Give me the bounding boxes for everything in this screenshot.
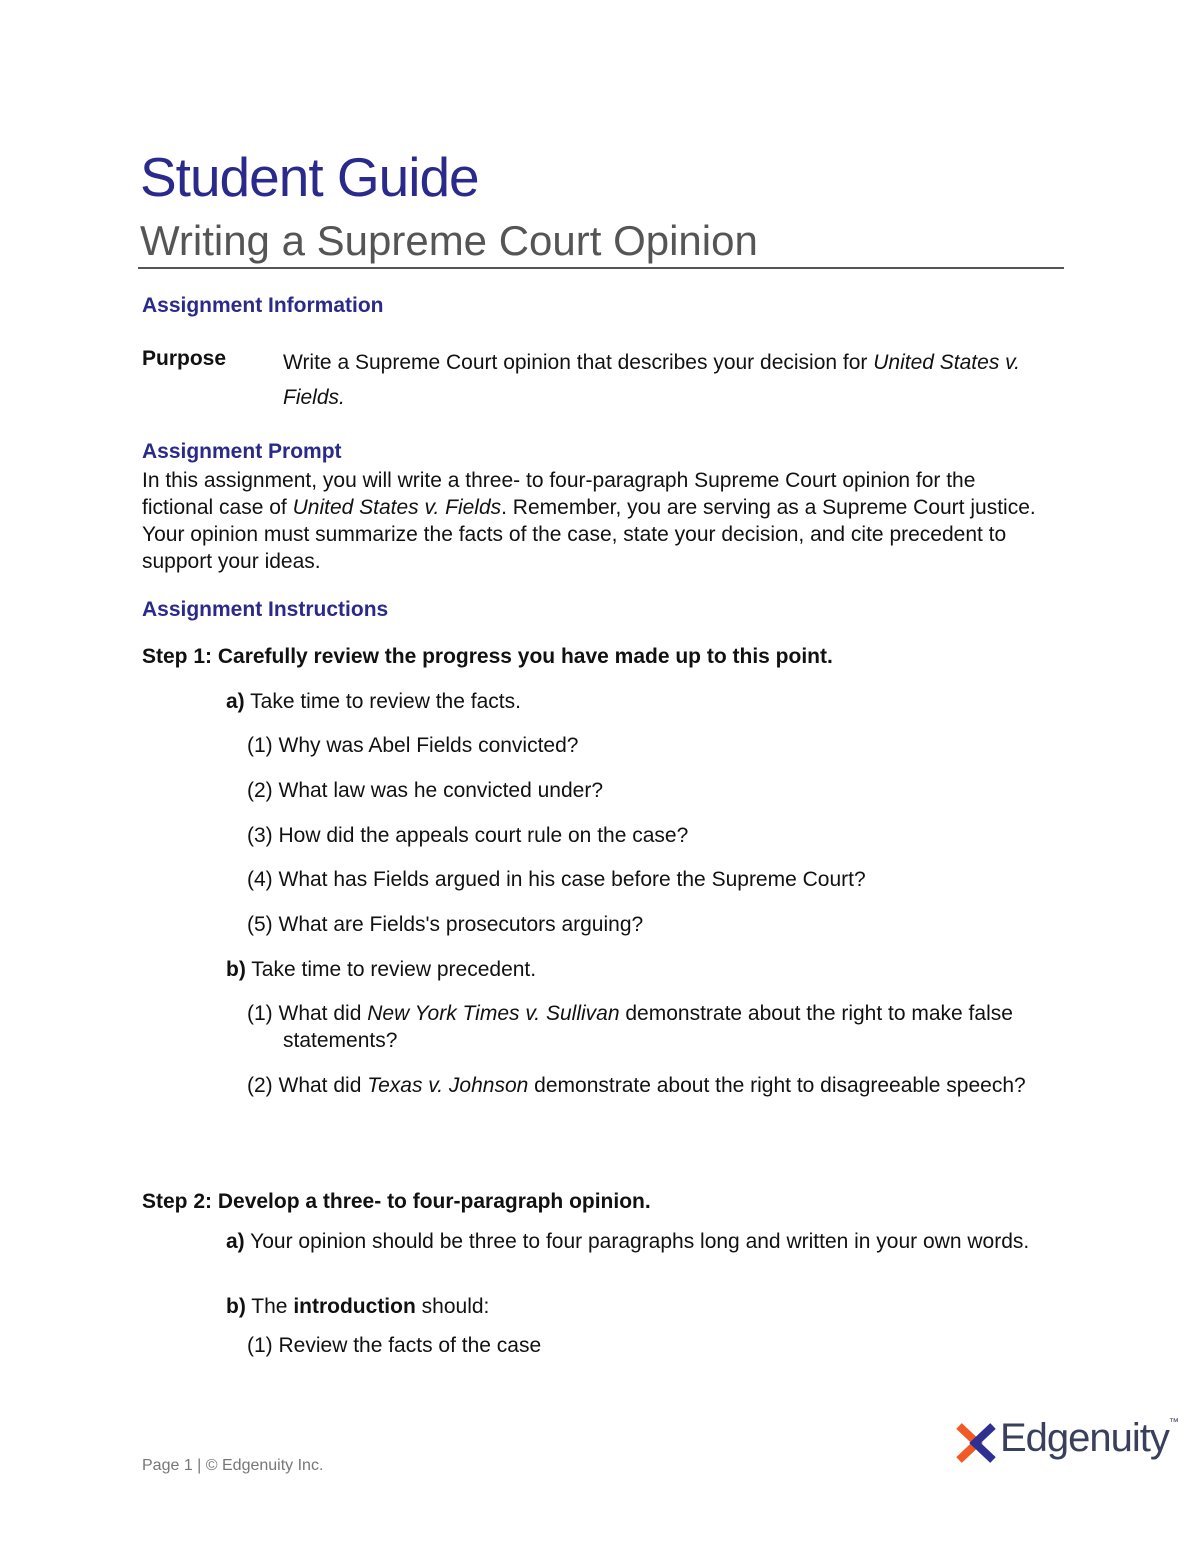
precedent-2-prefix: (2) What did <box>247 1074 362 1097</box>
step-2-title: Step 2: Develop a three- to four-paragraph opinion. <box>142 1190 651 1213</box>
purpose-end: . <box>339 386 345 409</box>
edgenuity-logo-icon <box>955 1418 997 1468</box>
page-title: Student Guide <box>140 146 479 208</box>
step-1-b-text: Take time to review precedent. <box>251 958 537 981</box>
purpose-case-name: United States v. Fields <box>283 351 1020 409</box>
page-subtitle: Writing a Supreme Court Opinion <box>140 217 758 264</box>
step-2-a-text: Your opinion should be three to four paragraphs long and written in your own words. <box>250 1230 1030 1253</box>
step-2-b-text-2: should: <box>421 1295 490 1318</box>
list-item: (5) What are Fields's prosecutors arguing? <box>247 913 644 936</box>
assignment-prompt-heading: Assignment Prompt <box>142 440 342 463</box>
step-1-a-text: Take time to review the facts. <box>250 690 521 713</box>
precedent-1-prefix: (1) What did <box>247 1002 362 1025</box>
list-item: (4) What has Fields argued in his case before the Supreme Court? <box>247 868 866 891</box>
step-2-a-label: a) <box>226 1230 245 1253</box>
purpose-text-body: Write a Supreme Court opinion that describes your decision for <box>283 351 868 374</box>
list-item <box>247 1000 1093 1054</box>
list-item <box>247 1072 1093 1099</box>
step-2-b-text-1: The <box>251 1295 288 1318</box>
list-item: (1) Review the facts of the case <box>247 1334 542 1357</box>
precedent-2-rest: demonstrate about the right to disagreeable speech? <box>534 1074 1026 1097</box>
assignment-instructions-heading: Assignment Instructions <box>142 598 389 621</box>
precedent-1-rest: demonstrate about the right to make false statements? <box>283 1002 1013 1052</box>
prompt-case-name: United States v. Fields <box>292 496 502 519</box>
assignment-information-heading: Assignment Information <box>142 294 384 317</box>
precedent-2-case: Texas v. Johnson <box>367 1074 529 1097</box>
step-1-b-label: b) <box>226 958 246 981</box>
step-1-title: Step 1: Carefully review the progress you have made up to this point. <box>142 645 833 668</box>
prompt-text-2: . Remember, you are serving as a Supreme Court justice. Your opinion must summarize the facts of the case, state your decision, and cite precedent to support your ideas. <box>142 496 1036 573</box>
step-2-b <box>226 1293 1066 1320</box>
step-2-a <box>226 1228 1093 1255</box>
list-item: (3) How did the appeals court rule on the case? <box>247 824 689 847</box>
logo-wordmark: Edgenuity <box>1000 1416 1169 1460</box>
step-2-b-bold: introduction <box>293 1295 416 1318</box>
edgenuity-logo-text <box>1000 1418 1178 1458</box>
step-1-a <box>226 688 1066 715</box>
step-1-a-label: a) <box>226 690 245 713</box>
precedent-1-case: New York Times v. Sullivan <box>367 1002 620 1025</box>
purpose-label: Purpose <box>142 347 227 370</box>
list-item: (1) Why was Abel Fields convicted? <box>247 734 579 757</box>
step-1-b <box>226 956 1066 983</box>
page-footer: Page 1 | © Edgenuity Inc. <box>142 1457 324 1474</box>
prompt-text-1: In this assignment, you will write a three- to four-paragraph Supreme Court opinion for the fictional case of <box>142 469 976 519</box>
purpose-text <box>283 345 1043 415</box>
step-2-b-label: b) <box>226 1295 246 1318</box>
list-item: (2) What law was he convicted under? <box>247 779 604 802</box>
assignment-prompt-text <box>142 467 1052 575</box>
logo-trademark: ™ <box>1168 1417 1178 1428</box>
title-divider <box>138 267 1064 269</box>
